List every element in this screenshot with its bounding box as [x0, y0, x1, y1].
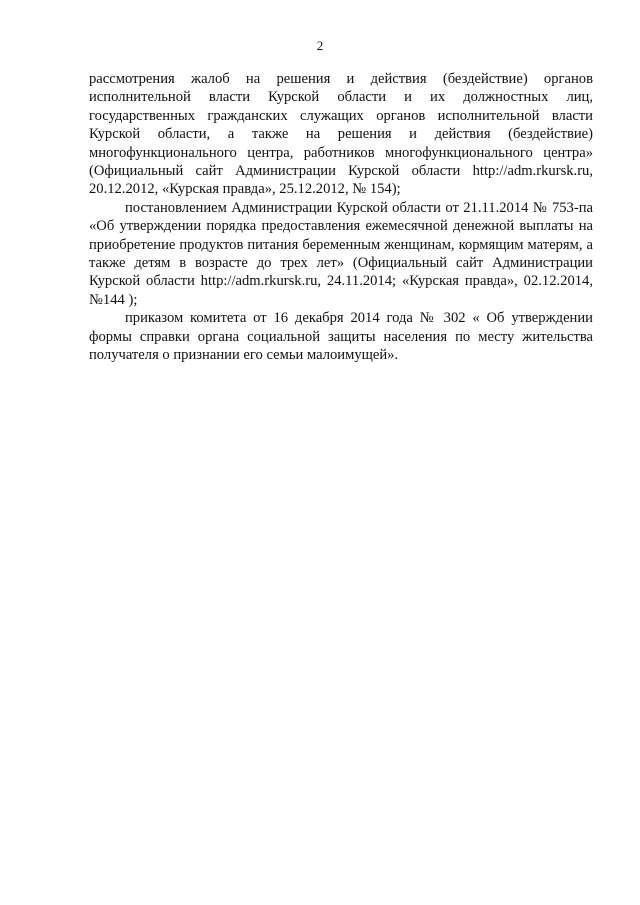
- page-number: 2: [316, 38, 324, 53]
- document-body: [89, 70, 593, 365]
- paragraph-complaints-procedure: рассмотрения жалоб на решения и действия (бездействие) органов исполнительной власти Курской области и их должностных лиц, государственных гражданских служащих органов исполнительной власти Курской области, а также на решения и действия (бездействие) многофункционального центра, работников многофункционального центра» (Официальный сайт Администрации Курской области http://adm.rkursk.ru, 20.12.2012, «Курская правда», 25.12.2012, № 154);: [89, 71, 593, 198]
- paragraph-order-302: приказом комитета от 16 декабря 2014 года № 302 « Об утверждении формы справки органа социальной защиты населения по месту жительства получателя о признании его семьи малоимущей».: [89, 310, 593, 364]
- paragraph-resolution-753: постановлением Администрации Курской области от 21.11.2014 № 753-па «Об утверждении порядка предоставления ежемесячной денежной выплаты на приобретение продуктов питания беременным женщинам, кормящим матерям, а также детям в возрасте до трех лет» (Официальный сайт Администрации Курской области http://adm.rkursk.ru, 24.11.2014; «Курская правда», 02.12.2014, №144 );: [89, 199, 593, 308]
